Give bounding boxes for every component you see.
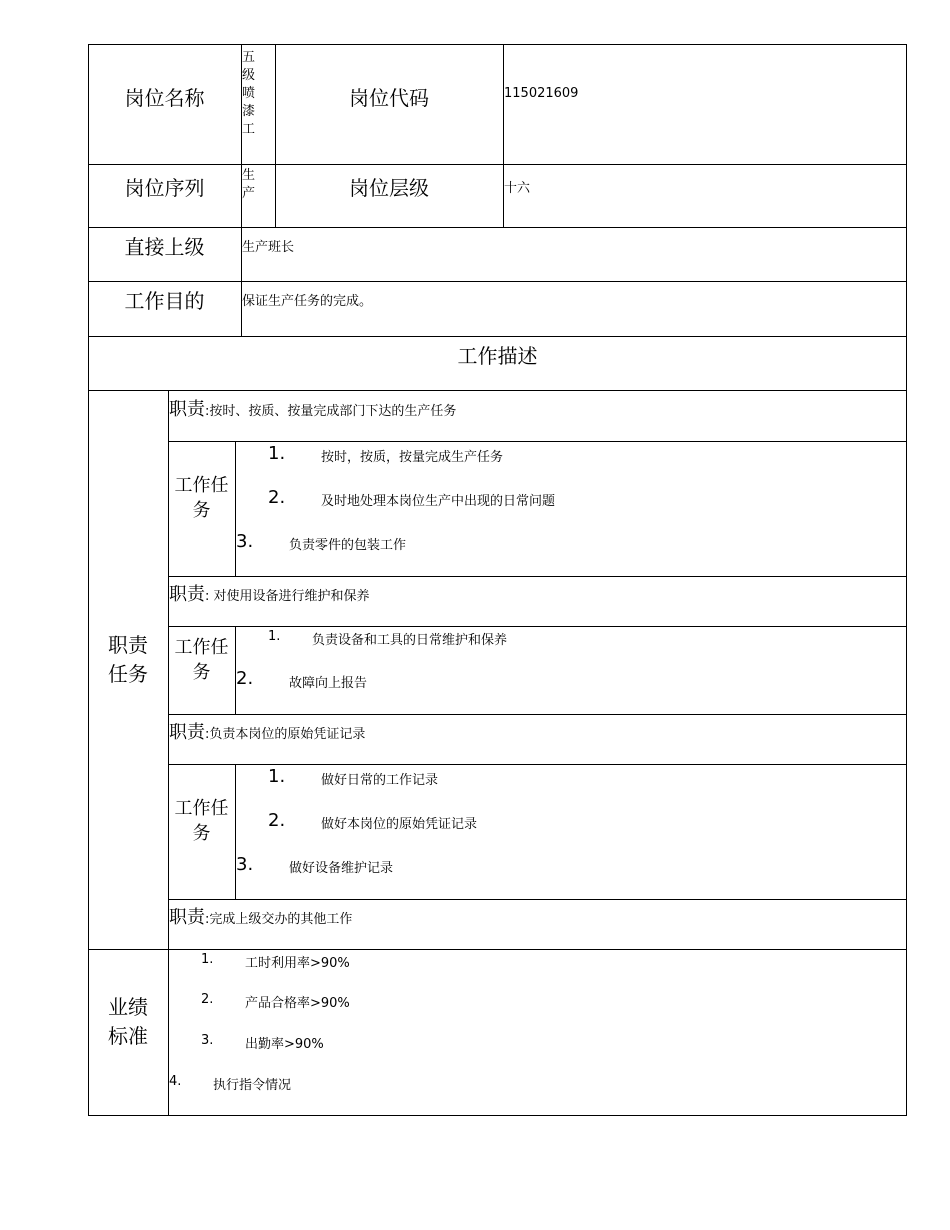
post-sequence-value: 生产 (242, 168, 256, 201)
task-item: 2. (268, 810, 286, 831)
post-name-label: 岗位名称 (124, 86, 205, 110)
row-divider (88, 336, 907, 337)
post-name-value: 五级喷漆工 (242, 50, 256, 137)
superior-value: 生产班长 (242, 240, 295, 255)
task-label-3: 工作任 务 (174, 798, 229, 844)
duty-4: 职责:完成上级交办的其他工作 (169, 907, 353, 928)
row-divider (88, 227, 907, 228)
post-level-value: 十六 (504, 181, 531, 196)
row-divider (168, 764, 907, 765)
performance-label: 业绩 标准 (108, 995, 148, 1048)
task-item-text: 及时地处理本岗位生产中出现的日常问题 (321, 494, 556, 509)
task-item: 1. (268, 766, 286, 787)
row-divider (88, 390, 907, 391)
post-sequence-label: 岗位序列 (124, 176, 205, 200)
duty-2: 职责: 对使用设备进行维护和保养 (169, 584, 370, 605)
task-item-text: 故障向上报告 (289, 676, 368, 691)
task-label-2: 工作任 务 (174, 637, 229, 683)
performance-item-num: 1. (201, 952, 214, 967)
row-divider (88, 164, 907, 165)
performance-item-text: 执行指令情况 (213, 1078, 292, 1093)
row-divider (168, 576, 907, 577)
task-item: 2. (236, 668, 254, 689)
col-divider (503, 44, 504, 227)
description-title: 工作描述 (457, 344, 538, 368)
post-level-label: 岗位层级 (349, 176, 429, 200)
post-code-value: 115021609 (504, 86, 579, 101)
duties-side-label: 职责 任务 (108, 633, 148, 686)
duty-3: 职责:负责本岗位的原始凭证记录 (169, 722, 366, 743)
purpose-value: 保证生产任务的完成。 (242, 294, 373, 309)
performance-item-num: 3. (201, 1033, 214, 1048)
row-divider (168, 441, 907, 442)
row-divider (88, 949, 907, 950)
task-item-text: 按时，按质，按量完成生产任务 (321, 450, 504, 465)
col-divider (235, 764, 236, 899)
task-item: 1. (268, 629, 281, 644)
task-item: 3. (236, 854, 254, 875)
task-label-1: 工作任 务 (174, 475, 229, 521)
duty-1: 职责:按时、按质、按量完成部门下达的生产任务 (169, 399, 457, 420)
performance-item-text: 出勤率>90% (245, 1037, 324, 1052)
row-divider (88, 281, 907, 282)
superior-label: 直接上级 (124, 235, 205, 259)
row-divider (168, 626, 907, 627)
purpose-label: 工作目的 (124, 289, 205, 313)
task-item-text: 负责设备和工具的日常维护和保养 (312, 633, 508, 648)
task-item-text: 负责零件的包装工作 (289, 538, 407, 553)
task-item-text: 做好本岗位的原始凭证记录 (321, 817, 478, 832)
performance-item-text: 产品合格率>90% (245, 996, 350, 1011)
post-code-label: 岗位代码 (349, 86, 429, 110)
task-item-text: 做好日常的工作记录 (321, 773, 439, 788)
col-divider (235, 441, 236, 576)
performance-item-num: 4. (169, 1074, 182, 1089)
task-item: 2. (268, 487, 286, 508)
task-item-text: 做好设备维护记录 (289, 861, 394, 876)
row-divider (168, 714, 907, 715)
task-item: 1. (268, 443, 286, 464)
task-item: 3. (236, 531, 254, 552)
row-divider (168, 899, 907, 900)
performance-item-num: 2. (201, 992, 214, 1007)
performance-item-text: 工时利用率>90% (245, 956, 350, 971)
